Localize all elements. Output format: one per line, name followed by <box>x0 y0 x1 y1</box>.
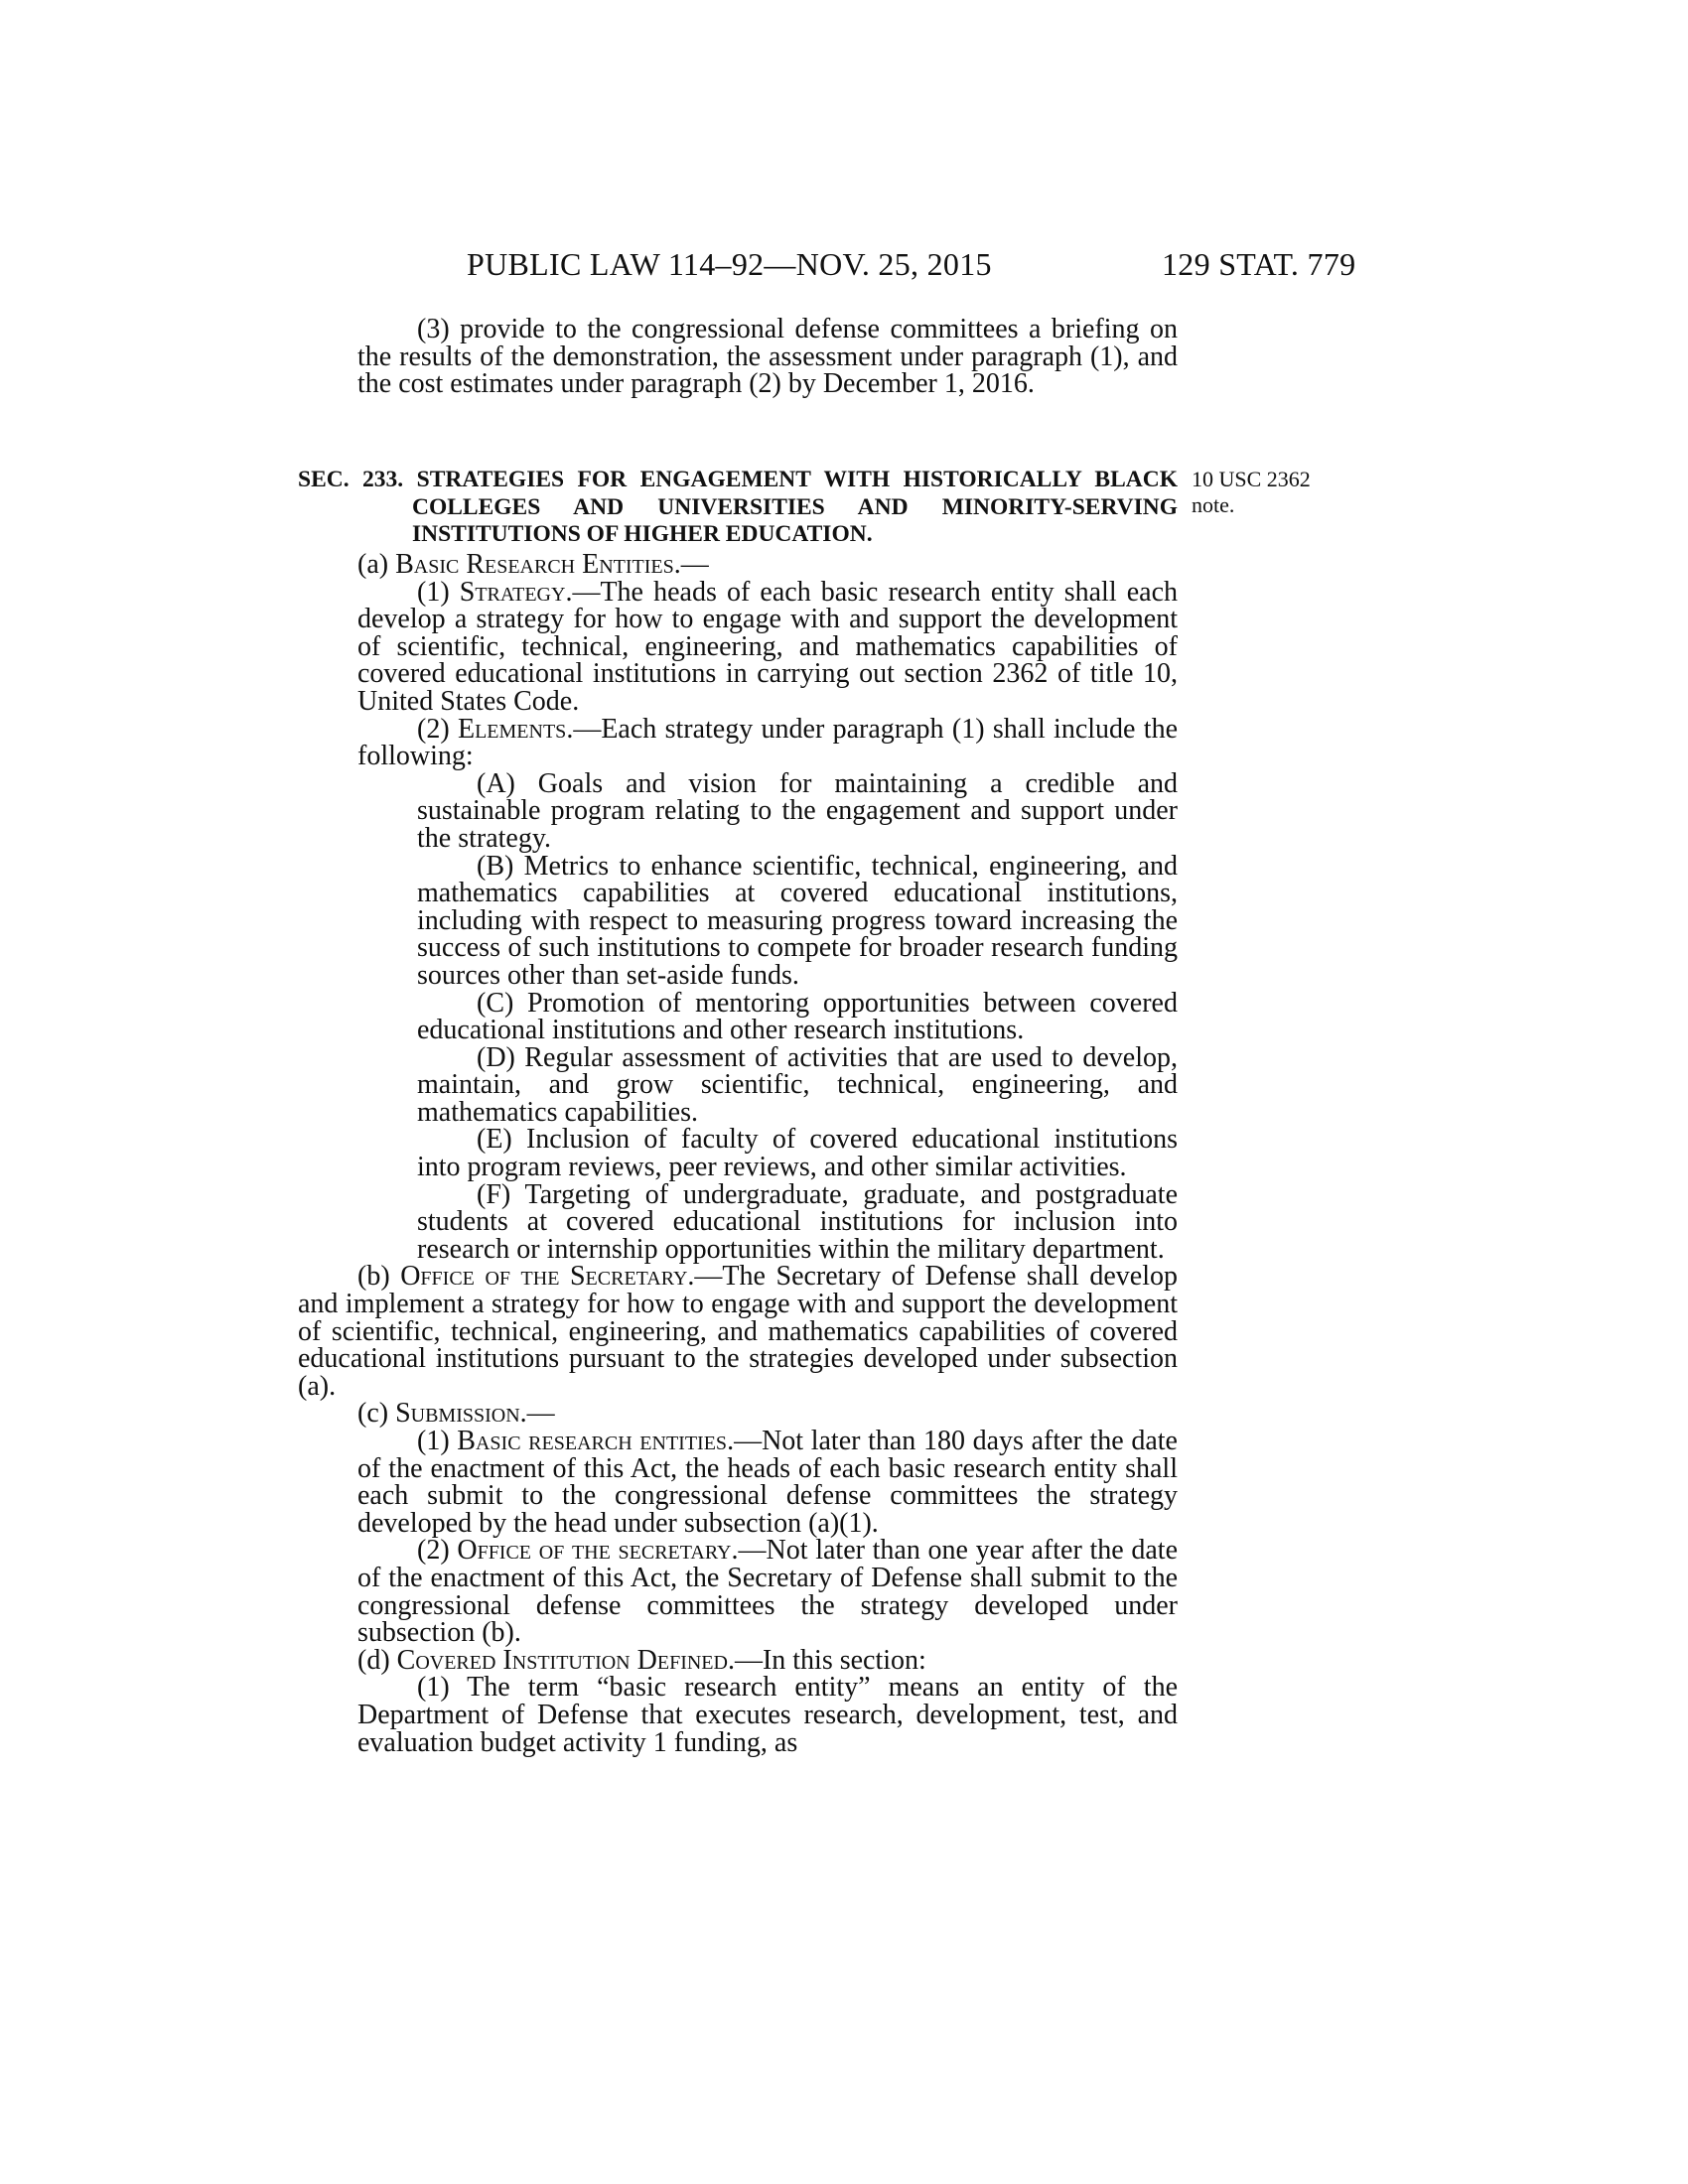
subparagraph-F: (F) Targeting of undergraduate, graduate, and postgraduate students at covered educational institutions for inclusion into research or internship opportunities within the military department. <box>417 1178 1178 1265</box>
subparagraph-A: (A) Goals and vision for maintaining a credible and sustainable program relating to the engagement and support under the strategy. <box>417 767 1178 854</box>
subsection-a-heading: (a) Basic Research Entities.— <box>357 549 709 580</box>
subsection-b: (b) Office of the Secretary.—The Secretary of Defense shall develop and implement a strategy for how to engage with and support the development of scientific, technical, engineering, and mathematics capabilities of covered educational institutions pursuant to the strategies developed under subsection (a). <box>298 1261 1178 1402</box>
section-heading <box>298 467 1178 549</box>
subsection-d-paragraph-1: (1) The term “basic research entity” means an entity of the Department of Defense that executes research, development, test, and evaluation budget activity 1 funding, as <box>357 1672 1178 1758</box>
subsection-c-paragraph-2: (2) Office of the secretary.—Not later than one year after the date of the enactment of this Act, the Secretary of Defense shall submit to the congressional defense committees the strategy developed under subsection (b). <box>357 1535 1178 1649</box>
paragraph-title-office-of-the-secretary: Office of the secretary <box>457 1535 732 1567</box>
section-heading-line-3: INSTITUTIONS OF HIGHER EDUCATION. <box>412 521 873 548</box>
subsection-d-title: Covered Institution Defined <box>396 1644 728 1676</box>
subsection-a-title: Basic Research Entities <box>395 549 674 580</box>
running-header-title: PUBLIC LAW 114–92—NOV. 25, 2015 <box>467 246 992 282</box>
subsection-d-heading: (d) Covered Institution Defined.—In this section: <box>357 1644 926 1676</box>
subsection-c-title: Submission <box>395 1398 520 1430</box>
subparagraph-C: (C) Promotion of mentoring opportunities between covered educational institutions and other research institutions. <box>417 987 1178 1046</box>
running-header-stat-page: 129 STAT. 779 <box>1162 246 1356 282</box>
subsection-c-paragraph-1: (1) Basic research entities.—Not later than 180 days after the date of the enactment of this Act, the heads of each basic research entity shall each submit to the congressional defense committees the strategy developed by the head under subsection (a)(1). <box>357 1426 1178 1539</box>
section-heading-line-2: COLLEGES AND UNIVERSITIES AND MINORITY-SERVING <box>412 493 1178 520</box>
margin-citation-note <box>1192 467 1311 518</box>
paragraph-title-basic-research-entities: Basic research entities <box>457 1426 728 1456</box>
paragraph-title-strategy: Strategy <box>459 576 566 608</box>
subsection-a-paragraph-1: (1) Strategy.—The heads of each basic research entity shall each develop a strategy for how to engage with and support the development of scientific, technical, engineering, and mathematics capabilities of covered educational institutions in carrying out section 2362 of title 10, United States Code. <box>357 576 1178 717</box>
section-body <box>298 551 1178 1756</box>
margin-note-line-2: note. <box>1192 492 1235 517</box>
margin-note-line-1: 10 USC 2362 <box>1192 467 1311 491</box>
subsection-b-title: Office of the Secretary <box>400 1261 688 1293</box>
subparagraph-D: (D) Regular assessment of activities that are used to develop, maintain, and grow scientific, technical, engineering, and mathematics capabilities. <box>417 1041 1178 1128</box>
intro-paragraph-block <box>298 316 1178 398</box>
section-heading-line-1: SEC. 233. STRATEGIES FOR ENGAGEMENT WITH HISTORICALLY BLACK <box>298 467 1178 492</box>
subsection-a-paragraph-2: (2) Elements.—Each strategy under paragraph (1) shall include the following: <box>357 713 1178 772</box>
paragraph-3-briefing: (3) provide to the congressional defense committees a briefing on the results of the demonstration, the assessment under paragraph (1), and the cost estimates under paragraph (2) by December 1, 2016. <box>357 314 1178 400</box>
subparagraph-E: (E) Inclusion of faculty of covered educational institutions into program reviews, peer reviews, and other similar activities. <box>417 1124 1178 1183</box>
subparagraph-B: (B) Metrics to enhance scientific, technical, engineering, and mathematics capabilities at covered educational institutions, including with respect to measuring progress toward increasing the success of such institutions to compete for broader research funding sources other than set-aside funds. <box>417 850 1178 991</box>
paragraph-title-elements: Elements <box>457 713 567 745</box>
subsection-c-heading: (c) Submission.— <box>357 1398 555 1430</box>
